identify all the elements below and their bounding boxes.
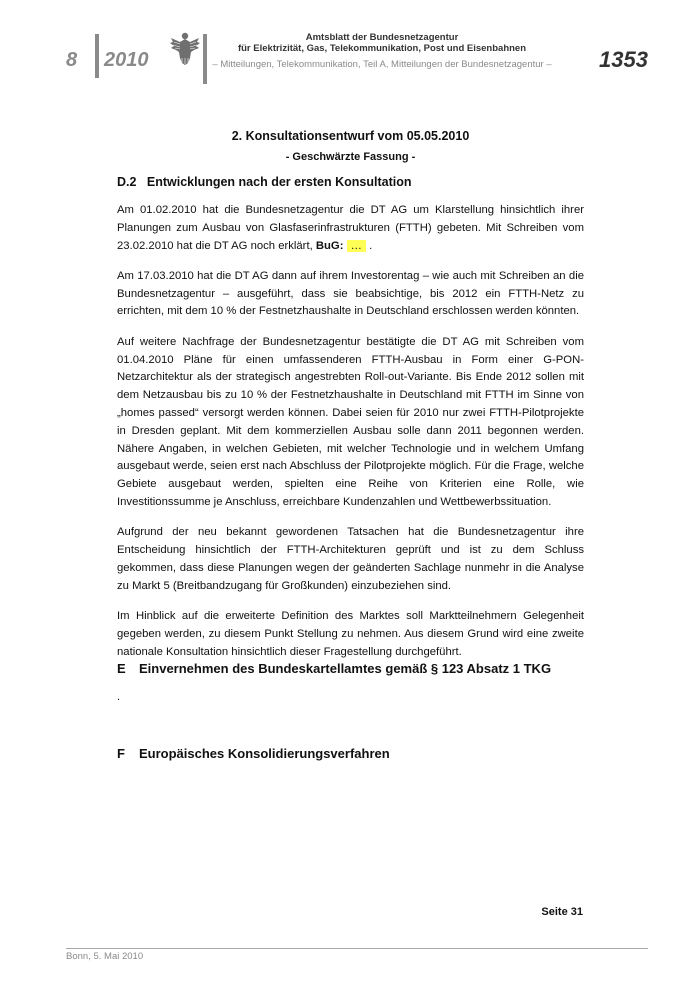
federal-eagle-icon: [168, 30, 202, 66]
footer-divider: [66, 948, 648, 949]
gazette-title-line1: Amtsblatt der Bundesnetzagentur: [305, 32, 459, 43]
paragraph-5: Im Hinblick auf die erweiterte Definition des Marktes soll Marktteilnehmern Gelegenheit gegeben werden, zu diesem Punkt Stellung zu nehmen. Aus diesem Grund wird eine zweite nationale Konsultation hinsichtlich dieser Fragestellung durchgeführt.: [117, 609, 584, 658]
document-subtitle: - Geschwärzte Fassung -: [285, 151, 416, 163]
section-f-letter: F: [117, 746, 125, 761]
paragraph-3: Auf weitere Nachfrage der Bundesnetzagentur bestätigte die DT AG mit Schreiben vom 01.04.2010 Pläne für einen umfassenderen FTTH-Ausbau in Form einer G-PON-Netzarchitektur als der strategisch angestrebten Roll-out-Variante. Bis Ende 2012 sollen mit dem Netzausbau bis zu 10 % der Festnetzhaushalte in Deutschland mit FTTH im Sinne von „homes passed“ versorgt werden können. Dabei seien für 2010 nur zwei FTTH-Pilotprojekte in Dresden geplant. Mit dem kommerziellen Ausbau solle dann 2011 begonnen werden. Nähere Angaben, in welchen Gebieten, mit welcher Technologie und in welchem Umfang ausgebaut werde, seien erst nach Abschluss der Pilotprojekte möglich. Für die Frage, welche Gebiete ausgebaut werden, spielten eine Reihe von Kriterien eine Rolle, wie Investitionssumme je Anschluss, erreichbare Kundenzahlen und Wettbewerbssituation.: [117, 335, 584, 508]
header-divider-left: [95, 34, 99, 78]
document-page-number: Seite 31: [541, 906, 583, 918]
document-title: 2. Konsultationsentwurf vom 05.05.2010: [231, 129, 470, 143]
bug-label: BuG:: [315, 239, 344, 252]
section-heading-e: [117, 661, 551, 676]
paragraph-1: [117, 202, 584, 255]
section-e-letter: E: [117, 661, 126, 676]
paragraph-1-end: .: [369, 239, 373, 252]
gazette-page-number: 1353: [599, 47, 648, 72]
paragraph-1-text: Am 01.02.2010 hat die Bundesnetzagentur die DT AG um Klarstellung hinsichtlich ihrer Planungen zum Ausbau von Glasfaserinfrastrukturen (FTTH) gebeten. Mit Schreiben vom 23.02.2010 hat die DT AG noch erklärt,: [117, 204, 584, 252]
document-body: [117, 202, 584, 674]
gazette-title-line2: für Elektrizität, Gas, Telekommunikation, Post und Eisenbahnen: [237, 43, 527, 54]
footer-date: Bonn, 5. Mai 2010: [66, 951, 144, 962]
gazette-subtitle: – Mitteilungen, Telekommunikation, Teil A, Mitteilungen der Bundesnetzagentur –: [212, 59, 552, 70]
section-f-title: Europäisches Konsolidierungsverfahren: [139, 746, 390, 761]
issue-year: 2010: [104, 49, 149, 71]
paragraph-4: Aufgrund der neu bekannt gewordenen Tatsachen hat die Bundesnetzagentur ihre Entscheidung hinsichtlich der FTTH-Architekturen geprüft und ist zu dem Schluss gekommen, dass diese Planungen wegen der geänderten Sachlage nunmehr in die Analyse zu Markt 5 (Breitbandzugang für Großkunden) einzubeziehen sind.: [117, 526, 584, 592]
section-e-title: Einvernehmen des Bundeskartellamtes gemäß § 123 Absatz 1 TKG: [139, 661, 552, 676]
issue-number: 8: [66, 49, 78, 71]
section-e-body: .: [117, 691, 121, 703]
paragraph-2: Am 17.03.2010 hat die DT AG dann auf ihrem Investorentag – wie auch mit Schreiben an die Bundesnetzagentur – ausgeführt, dass sie beabsichtige, bis 2012 ein FTTH-Netz zu errichten, mit dem 10 % der Festnetzhaushalte in Deutschland erschlossen werden könnten.: [117, 269, 584, 318]
header-divider-right: [203, 34, 207, 84]
section-heading-d2: D.2 Entwicklungen nach der ersten Konsultation: [117, 175, 412, 189]
redacted-content: …: [347, 240, 366, 252]
section-heading-f: [117, 746, 390, 761]
